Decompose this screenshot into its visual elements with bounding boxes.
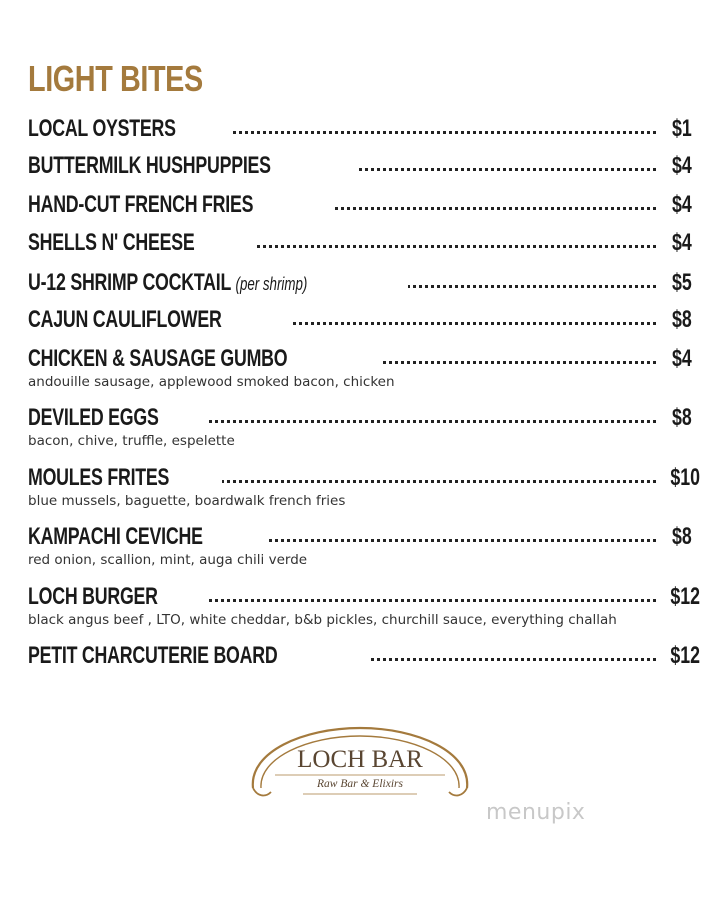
item-price: $4 — [672, 191, 692, 218]
menu-item-kampachi-ceviche — [28, 523, 692, 569]
menu-item-moules-frites — [28, 464, 701, 510]
item-price: $10 — [670, 464, 701, 491]
item-name: PETIT CHARCUTERIE BOARD — [28, 642, 278, 669]
menu-item-charcuterie-board — [28, 642, 701, 670]
loch-bar-logo — [247, 722, 473, 814]
item-price: $8 — [672, 404, 692, 431]
item-name: LOCH BURGER — [28, 583, 158, 610]
item-name: DEVILED EGGS — [28, 404, 159, 431]
logo-tagline: Raw Bar & Elixirs — [317, 778, 403, 790]
menu-item-shells-n-cheese — [28, 229, 692, 257]
item-name: U-12 SHRIMP COCKTAIL — [28, 269, 231, 296]
item-price: $1 — [672, 115, 692, 142]
item-name: KAMPACHI CEVICHE — [28, 523, 203, 550]
item-price: $5 — [672, 269, 692, 296]
item-name: LOCAL OYSTERS — [28, 115, 176, 142]
item-price: $4 — [672, 345, 692, 372]
item-price: $12 — [670, 642, 701, 669]
item-name: CHICKEN & SAUSAGE GUMBO — [28, 345, 288, 372]
menu-item-cajun-cauliflower — [28, 306, 692, 334]
menu-item-loch-burger — [28, 583, 701, 629]
item-note: (per shrimp) — [235, 274, 308, 294]
logo-name: LOCH BAR — [297, 746, 423, 773]
item-price: $8 — [672, 523, 692, 550]
item-price: $8 — [672, 306, 692, 333]
menu-item-shrimp-cocktail — [28, 269, 692, 297]
item-name: SHELLS N' CHEESE — [28, 229, 195, 256]
menu-item-buttermilk-hushpuppies — [28, 152, 692, 180]
item-description: bacon, chive, truffle, espelette — [28, 433, 235, 449]
item-description: black angus beef , LTO, white cheddar, b&b pickles, churchill sauce, everything challah — [28, 612, 617, 628]
item-price: $12 — [670, 583, 701, 610]
menu-item-deviled-eggs — [28, 404, 692, 450]
item-description: blue mussels, baguette, boardwalk french fries — [28, 493, 346, 509]
item-price: $4 — [672, 152, 692, 179]
item-name: CAJUN CAULIFLOWER — [28, 306, 222, 333]
item-name: MOULES FRITES — [28, 464, 170, 491]
menu-item-french-fries — [28, 191, 692, 219]
item-description: andouille sausage, applewood smoked bacon, chicken — [28, 374, 395, 390]
item-description: red onion, scallion, mint, auga chili verde — [28, 552, 308, 568]
item-name: BUTTERMILK HUSHPUPPIES — [28, 152, 271, 179]
menu-item-gumbo — [28, 345, 692, 391]
menu-item-local-oysters — [28, 115, 692, 143]
watermark: menupix — [486, 800, 586, 825]
item-name: HAND-CUT FRENCH FRIES — [28, 191, 254, 218]
item-price: $4 — [672, 229, 692, 256]
section-title: LIGHT BITES — [28, 58, 203, 99]
